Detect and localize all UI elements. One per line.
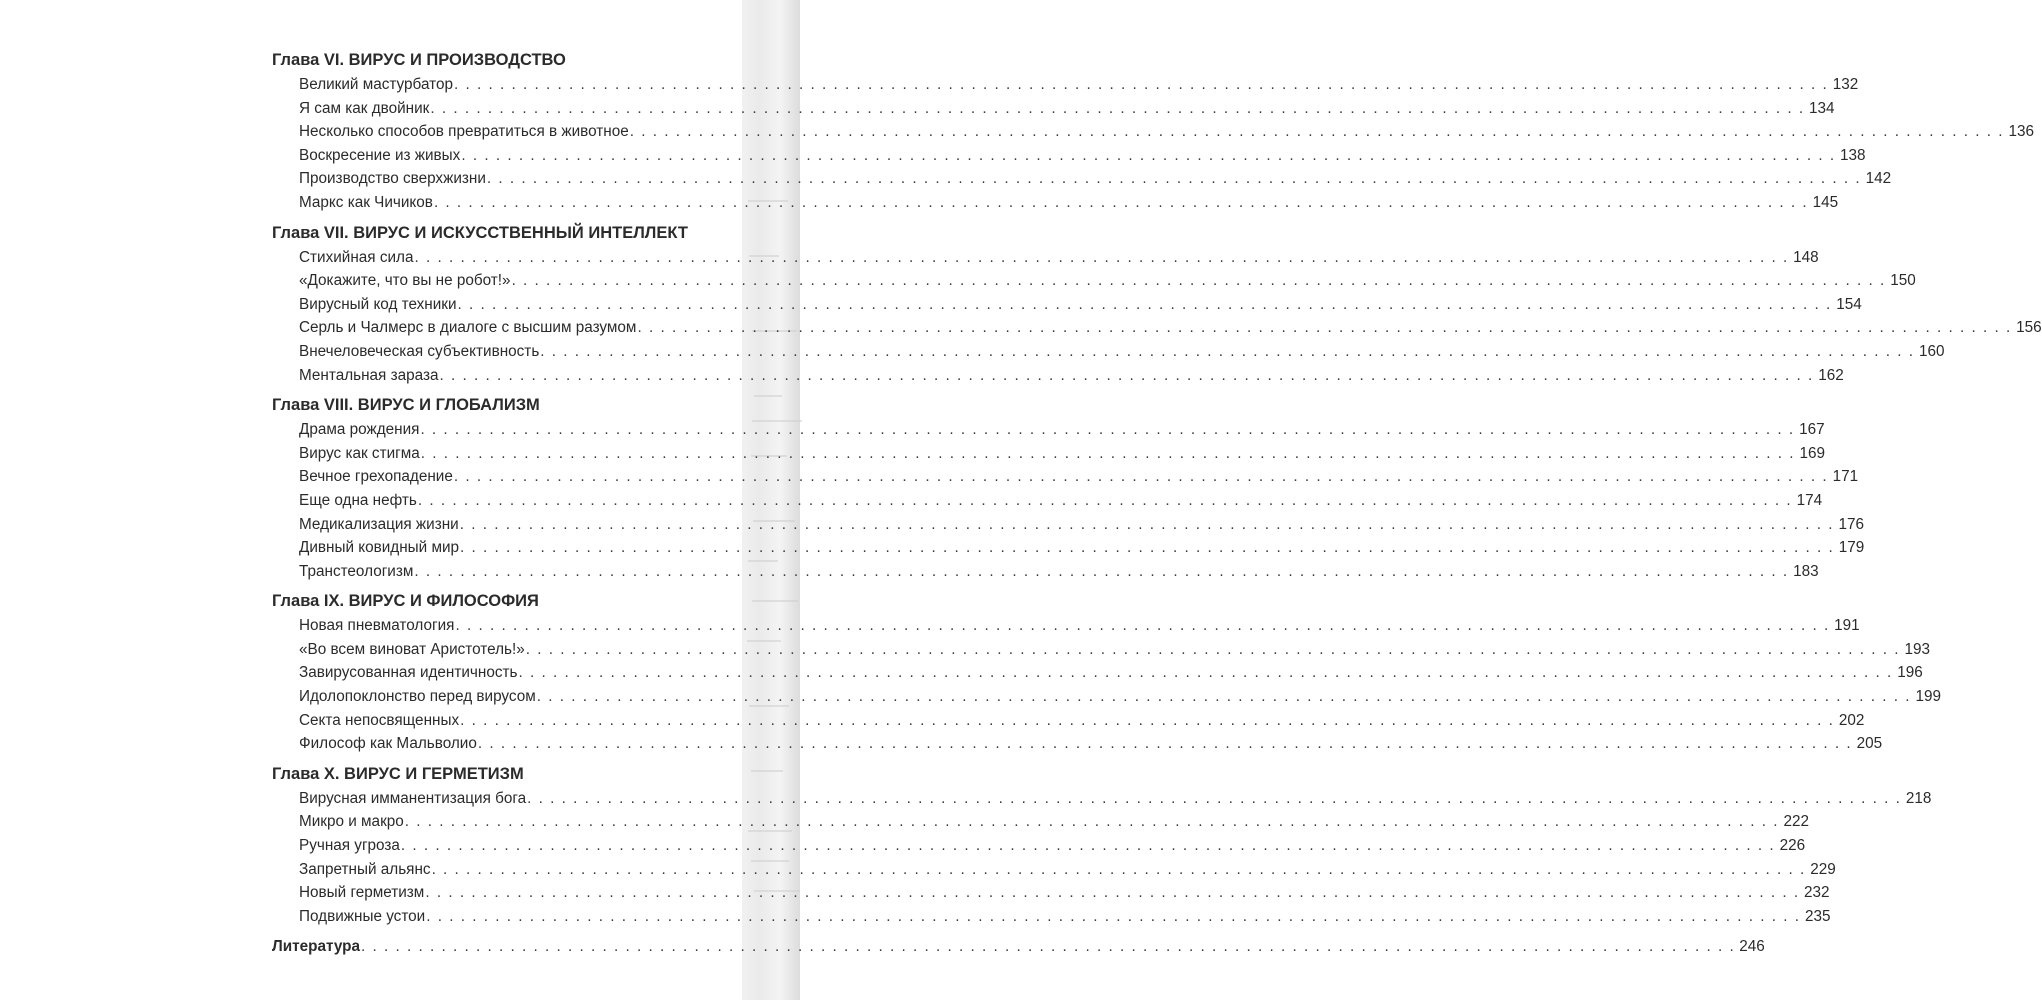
- dot-leader: . . . . . . . . . . . . . . . . . . . . . . . . . . . . . . . . . . . . . . . . . . . . . . . . . . . . . . . . . . . . . . . . . . . . . . . . . . . . . . . . . . . . . . . . . . . . . . . . . . . . . . . . . . . . . . . . . . . . . . . .: [417, 491, 1793, 509]
- toc-page-number: 156: [2016, 319, 2042, 337]
- toc-entry: [272, 364, 1844, 388]
- toc-entry-title: Транстеологизм: [299, 562, 414, 580]
- toc-entry: [272, 810, 1810, 834]
- toc-page-number: 218: [1905, 789, 1932, 807]
- toc-page-number: 196: [1897, 664, 1923, 682]
- dot-leader: . . . . . . . . . . . . . . . . . . . . . . . . . . . . . . . . . . . . . . . . . . . . . . . . . . . . . . . . . . . . . . . . . . . . . . . . . . . . . . . . . . . . . . . . . . . . . . . . . . . . . . . . . . . . . . . . . . . . . . . .: [453, 468, 1829, 486]
- dot-leader: . . . . . . . . . . . . . . . . . . . . . . . . . . . . . . . . . . . . . . . . . . . . . . . . . . . . . . . . . . . . . . . . . . . . . . . . . . . . . . . . . . . . . . . . . . . . . . . . . . . . . . . . . . . . . . . . . . . . . . . .: [414, 248, 1789, 266]
- dot-leader: . . . . . . . . . . . . . . . . . . . . . . . . . . . . . . . . . . . . . . . . . . . . . . . . . . . . . . . . . . . . . . . . . . . . . . . . . . . . . . . . . . . . . . . . . . . . . . . . . . . . . . . . . . . . . . . . . . . . . . . .: [414, 562, 1789, 580]
- toc-entry: [272, 513, 1864, 537]
- toc-entry-title: Вирусный код техники: [299, 295, 457, 313]
- toc-entry-title: Еще одна нефть: [299, 491, 417, 509]
- dot-leader: . . . . . . . . . . . . . . . . . . . . . . . . . . . . . . . . . . . . . . . . . . . . . . . . . . . . . . . . . . . . . . . . . . . . . . . . . . . . . . . . . . . . . . . . . . . . . . . . . . . . . . . . . . . . . . . . . . . . . . . .: [518, 664, 1893, 682]
- toc-entry-title: Секта непосвященных: [299, 711, 460, 729]
- toc-entry-title: Производство сверхжизни: [299, 170, 486, 188]
- dot-leader: . . . . . . . . . . . . . . . . . . . . . . . . . . . . . . . . . . . . . . . . . . . . . . . . . . . . . . . . . . . . . . . . . . . . . . . . . . . . . . . . . . . . . . . . . . . . . . . . . . . . . . . . . . . . . . . . . . . . . . . .: [511, 272, 1886, 290]
- toc-entry-title: Ментальная зараза: [299, 366, 439, 384]
- toc-entry: [272, 905, 1831, 929]
- toc-page-number: 183: [1793, 562, 1819, 580]
- toc-page-number: 154: [1836, 295, 1862, 313]
- dot-leader: . . . . . . . . . . . . . . . . . . . . . . . . . . . . . . . . . . . . . . . . . . . . . . . . . . . . . . . . . . . . . . . . . . . . . . . . . . . . . . . . . . . . . . . . . . . . . . . . . . . . . . . . . . . . . . . . . . . . . . . .: [637, 319, 2012, 337]
- dot-leader: . . . . . . . . . . . . . . . . . . . . . . . . . . . . . . . . . . . . . . . . . . . . . . . . . . . . . . . . . . . . . . . . . . . . . . . . . . . . . . . . . . . . . . . . . . . . . . . . . . . . . . . . . . . . . . . . . . . . . . . .: [400, 837, 1776, 855]
- toc-entry: [272, 685, 1941, 709]
- toc-page-number: 145: [1812, 193, 1839, 211]
- toc-page-number: 148: [1793, 248, 1819, 266]
- toc-entry-title: Завирусованная идентичность: [299, 664, 518, 682]
- dot-leader: . . . . . . . . . . . . . . . . . . . . . . . . . . . . . . . . . . . . . . . . . . . . . . . . . . . . . . . . . . . . . . . . . . . . . . . . . . . . . . . . . . . . . . . . . . . . . . . . . . . . . . . . . . . . . . . . . . . . . . . .: [455, 617, 1830, 635]
- toc-entry-title: Я сам как двойник: [299, 99, 430, 117]
- dot-leader: . . . . . . . . . . . . . . . . . . . . . . . . . . . . . . . . . . . . . . . . . . . . . . . . . . . . . . . . . . . . . . . . . . . . . . . . . . . . . . . . . . . . . . . . . . . . . . . . . . . . . . . . . . . . . . . . . . . . . . . .: [439, 366, 1814, 384]
- toc-page-number: 162: [1818, 366, 1844, 384]
- toc-entry: [272, 834, 1806, 858]
- toc-entry-title: Медикализация жизни: [299, 515, 459, 533]
- dot-leader: . . . . . . . . . . . . . . . . . . . . . . . . . . . . . . . . . . . . . . . . . . . . . . . . . . . . . . . . . . . . . . . . . . . . . . . . . . . . . . . . . . . . . . . . . . . . . . . . . . . . . . . . . . . . . . . . . . . . . . . .: [420, 444, 1795, 462]
- toc-page-number: 199: [1915, 688, 1941, 706]
- dot-leader: . . . . . . . . . . . . . . . . . . . . . . . . . . . . . . . . . . . . . . . . . . . . . . . . . . . . . . . . . . . . . . . . . . . . . . . . . . . . . . . . . . . . . . . . . . . . . . . . . . . . . . . . . . . . . . . . . . . . . . . .: [461, 146, 1836, 164]
- dot-leader: . . . . . . . . . . . . . . . . . . . . . . . . . . . . . . . . . . . . . . . . . . . . . . . . . . . . . . . . . . . . . . . . . . . . . . . . . . . . . . . . . . . . . . . . . . . . . . . . . . . . . . . . . . . . . . . . . . . . . . . .: [425, 884, 1800, 902]
- table-of-contents: [272, 47, 2042, 960]
- chapter-title: Глава X. ВИРУС И ГЕРМЕТИЗМ: [272, 764, 524, 783]
- dot-leader: . . . . . . . . . . . . . . . . . . . . . . . . . . . . . . . . . . . . . . . . . . . . . . . . . . . . . . . . . . . . . . . . . . . . . . . . . . . . . . . . . . . . . . . . . . . . . . . . . . . . . . . . . . . . . . . . . . . . . . . .: [453, 76, 1829, 93]
- toc-page-number: 150: [1890, 272, 1916, 290]
- toc-entry: [272, 120, 2034, 144]
- chapter-section: [272, 761, 1932, 929]
- toc-page-number: 132: [1832, 76, 1859, 93]
- toc-entry-title: Драма рождения: [299, 421, 420, 439]
- chapter-section: [272, 392, 1865, 583]
- toc-entry: [272, 246, 1819, 270]
- toc-entry-bibliography: [272, 934, 1765, 960]
- dot-leader: . . . . . . . . . . . . . . . . . . . . . . . . . . . . . . . . . . . . . . . . . . . . . . . . . . . . . . . . . . . . . . . . . . . . . . . . . . . . . . . . . . . . . . . . . . . . . . . . . . . . . . . . . . . . . . . . . . . . . . . .: [361, 938, 1736, 956]
- toc-entry-title: Микро и макро: [299, 813, 404, 831]
- toc-entry-title: Вирус как стигма: [299, 444, 420, 462]
- toc-entry-title: Внечеловеческая субъективность: [299, 342, 540, 360]
- toc-page-number: 232: [1804, 884, 1830, 902]
- toc-entry-title: Вечное грехопадение: [299, 468, 453, 486]
- toc-entry: [272, 269, 1916, 293]
- chapter-title: Глава VIII. ВИРУС И ГЛОБАЛИЗМ: [272, 396, 540, 415]
- toc-entry: [272, 465, 1859, 489]
- dot-leader: . . . . . . . . . . . . . . . . . . . . . . . . . . . . . . . . . . . . . . . . . . . . . . . . . . . . . . . . . . . . . . . . . . . . . . . . . . . . . . . . . . . . . . . . . . . . . . . . . . . . . . . . . . . . . . . . . . . . . . . .: [457, 295, 1832, 313]
- toc-entry-title: Философ как Мальволио: [299, 735, 477, 753]
- toc-page-number: 202: [1838, 711, 1865, 729]
- toc-entry-title: Дивный ковидный мир: [299, 539, 460, 557]
- chapter-title: Глава VI. ВИРУС И ПРОИЗВОДСТВО: [272, 51, 566, 69]
- toc-entry: [272, 614, 1860, 638]
- toc-entry-title: Маркс как Чичиков: [299, 193, 433, 211]
- toc-page-number: 205: [1856, 735, 1883, 753]
- toc-page-number: 136: [2008, 123, 2034, 141]
- toc-entry: [272, 489, 1823, 513]
- toc-entry-title: Стихийная сила: [299, 248, 414, 266]
- dot-leader: . . . . . . . . . . . . . . . . . . . . . . . . . . . . . . . . . . . . . . . . . . . . . . . . . . . . . . . . . . . . . . . . . . . . . . . . . . . . . . . . . . . . . . . . . . . . . . . . . . . . . . . . . . . . . . . . . . . . . . . .: [430, 99, 1805, 117]
- toc-page-number: 134: [1809, 99, 1835, 117]
- dot-leader: . . . . . . . . . . . . . . . . . . . . . . . . . . . . . . . . . . . . . . . . . . . . . . . . . . . . . . . . . . . . . . . . . . . . . . . . . . . . . . . . . . . . . . . . . . . . . . . . . . . . . . . . . . . . . . . . . . . . . . . .: [525, 640, 1900, 658]
- toc-entry-title: «Докажите, что вы не робот!»: [299, 272, 511, 290]
- toc-entry: [272, 293, 1862, 317]
- toc-entry-title: Новая пневматология: [299, 617, 455, 635]
- toc-entry-title: Литература: [272, 938, 361, 956]
- toc-entry: [272, 661, 1923, 685]
- toc-entry: [272, 732, 1883, 756]
- toc-page-number: 167: [1799, 421, 1825, 439]
- toc-page-number: 246: [1739, 938, 1765, 956]
- toc-entry: [272, 316, 2042, 340]
- toc-page-number: 235: [1804, 907, 1831, 925]
- toc-page-number: 142: [1865, 170, 1892, 188]
- chapter-section: [272, 47, 2034, 215]
- toc-entry: [272, 97, 1835, 121]
- toc-entry-title: «Во всем виноват Аристотель!»: [299, 640, 525, 658]
- toc-entry: [272, 560, 1819, 584]
- toc-entry: [272, 881, 1830, 905]
- toc-page-number: 160: [1919, 342, 1945, 360]
- toc-entry: [272, 418, 1825, 442]
- dot-leader: . . . . . . . . . . . . . . . . . . . . . . . . . . . . . . . . . . . . . . . . . . . . . . . . . . . . . . . . . . . . . . . . . . . . . . . . . . . . . . . . . . . . . . . . . . . . . . . . . . . . . . . . . . . . . . . . . . . . . . . .: [486, 170, 1862, 188]
- toc-entry: [272, 536, 1865, 560]
- chapter-title: Глава VII. ВИРУС И ИСКУССТВЕННЫЙ ИНТЕЛЛЕКТ: [272, 223, 688, 242]
- toc-entry: [272, 144, 1866, 168]
- dot-leader: . . . . . . . . . . . . . . . . . . . . . . . . . . . . . . . . . . . . . . . . . . . . . . . . . . . . . . . . . . . . . . . . . . . . . . . . . . . . . . . . . . . . . . . . . . . . . . . . . . . . . . . . . . . . . . . . . . . . . . . .: [426, 907, 1801, 925]
- toc-entry: [272, 167, 1892, 191]
- toc-entry: [272, 638, 1930, 662]
- toc-entry: [272, 191, 1839, 215]
- toc-page-number: 179: [1838, 539, 1865, 557]
- toc-entry-title: Вирусная имманентизация бога: [299, 789, 527, 807]
- chapter-title: Глава IX. ВИРУС И ФИЛОСОФИЯ: [272, 592, 539, 611]
- toc-entry-title: Ручная угроза: [299, 837, 400, 855]
- dot-leader: . . . . . . . . . . . . . . . . . . . . . . . . . . . . . . . . . . . . . . . . . . . . . . . . . . . . . . . . . . . . . . . . . . . . . . . . . . . . . . . . . . . . . . . . . . . . . . . . . . . . . . . . . . . . . . . . . . . . . . . .: [404, 813, 1780, 831]
- chapter-section: [272, 588, 1941, 756]
- toc-entry-title: Идолопоклонство перед вирусом: [299, 688, 536, 706]
- dot-leader: . . . . . . . . . . . . . . . . . . . . . . . . . . . . . . . . . . . . . . . . . . . . . . . . . . . . . . . . . . . . . . . . . . . . . . . . . . . . . . . . . . . . . . . . . . . . . . . . . . . . . . . . . . . . . . . . . . . . . . . .: [460, 539, 1835, 557]
- toc-entry-title: Воскресение из живых: [299, 146, 461, 164]
- toc-page-number: 229: [1810, 860, 1836, 878]
- toc-entry-title: Серль и Чалмерс в диалоге с высшим разумом: [299, 319, 637, 337]
- toc-page-number: 193: [1904, 640, 1930, 658]
- dot-leader: . . . . . . . . . . . . . . . . . . . . . . . . . . . . . . . . . . . . . . . . . . . . . . . . . . . . . . . . . . . . . . . . . . . . . . . . . . . . . . . . . . . . . . . . . . . . . . . . . . . . . . . . . . . . . . . . . . . . . . . .: [527, 789, 1902, 807]
- toc-entry: [272, 442, 1825, 466]
- chapter-section: [272, 220, 2042, 388]
- dot-leader: . . . . . . . . . . . . . . . . . . . . . . . . . . . . . . . . . . . . . . . . . . . . . . . . . . . . . . . . . . . . . . . . . . . . . . . . . . . . . . . . . . . . . . . . . . . . . . . . . . . . . . . . . . . . . . . . . . . . . . . .: [460, 711, 1835, 729]
- toc-page-number: 169: [1799, 444, 1825, 462]
- dot-leader: . . . . . . . . . . . . . . . . . . . . . . . . . . . . . . . . . . . . . . . . . . . . . . . . . . . . . . . . . . . . . . . . . . . . . . . . . . . . . . . . . . . . . . . . . . . . . . . . . . . . . . . . . . . . . . . . . . . . . . . .: [420, 421, 1795, 439]
- toc-page-number: 176: [1838, 515, 1864, 533]
- dot-leader: . . . . . . . . . . . . . . . . . . . . . . . . . . . . . . . . . . . . . . . . . . . . . . . . . . . . . . . . . . . . . . . . . . . . . . . . . . . . . . . . . . . . . . . . . . . . . . . . . . . . . . . . . . . . . . . . . . . . . . . .: [459, 515, 1834, 533]
- toc-entry: [272, 787, 1932, 811]
- toc-page-number: 138: [1840, 146, 1866, 164]
- dot-leader: . . . . . . . . . . . . . . . . . . . . . . . . . . . . . . . . . . . . . . . . . . . . . . . . . . . . . . . . . . . . . . . . . . . . . . . . . . . . . . . . . . . . . . . . . . . . . . . . . . . . . . . . . . . . . . . . . . . . . . . .: [536, 688, 1911, 706]
- dot-leader: . . . . . . . . . . . . . . . . . . . . . . . . . . . . . . . . . . . . . . . . . . . . . . . . . . . . . . . . . . . . . . . . . . . . . . . . . . . . . . . . . . . . . . . . . . . . . . . . . . . . . . . . . . . . . . . . . . . . . . . .: [477, 735, 1853, 753]
- toc-page-number: 191: [1834, 617, 1860, 635]
- toc-entry-title: Подвижные устои: [299, 907, 426, 925]
- dot-leader: . . . . . . . . . . . . . . . . . . . . . . . . . . . . . . . . . . . . . . . . . . . . . . . . . . . . . . . . . . . . . . . . . . . . . . . . . . . . . . . . . . . . . . . . . . . . . . . . . . . . . . . . . . . . . . . . . . . . . . . .: [629, 123, 2004, 141]
- toc-page-number: 174: [1796, 491, 1823, 509]
- dot-leader: . . . . . . . . . . . . . . . . . . . . . . . . . . . . . . . . . . . . . . . . . . . . . . . . . . . . . . . . . . . . . . . . . . . . . . . . . . . . . . . . . . . . . . . . . . . . . . . . . . . . . . . . . . . . . . . . . . . . . . . .: [433, 193, 1809, 211]
- toc-entry: [272, 709, 1865, 733]
- dot-leader: . . . . . . . . . . . . . . . . . . . . . . . . . . . . . . . . . . . . . . . . . . . . . . . . . . . . . . . . . . . . . . . . . . . . . . . . . . . . . . . . . . . . . . . . . . . . . . . . . . . . . . . . . . . . . . . . . . . . . . . .: [431, 860, 1806, 878]
- toc-page-number: 222: [1783, 813, 1810, 831]
- toc-entry-title: Новый герметизм: [299, 884, 425, 902]
- toc-page-number: 171: [1832, 468, 1859, 486]
- toc-entry-title: Запретный альянс: [299, 860, 431, 878]
- toc-entry: [272, 73, 1859, 97]
- toc-entry: [272, 858, 1836, 882]
- toc-page-number: 226: [1779, 837, 1806, 855]
- dot-leader: . . . . . . . . . . . . . . . . . . . . . . . . . . . . . . . . . . . . . . . . . . . . . . . . . . . . . . . . . . . . . . . . . . . . . . . . . . . . . . . . . . . . . . . . . . . . . . . . . . . . . . . . . . . . . . . . . . . . . . . .: [540, 342, 1915, 360]
- toc-entry-title: Несколько способов превратиться в животное: [299, 123, 629, 141]
- toc-entry: [272, 340, 1945, 364]
- toc-entry-title: Великий мастурбатор: [299, 76, 453, 93]
